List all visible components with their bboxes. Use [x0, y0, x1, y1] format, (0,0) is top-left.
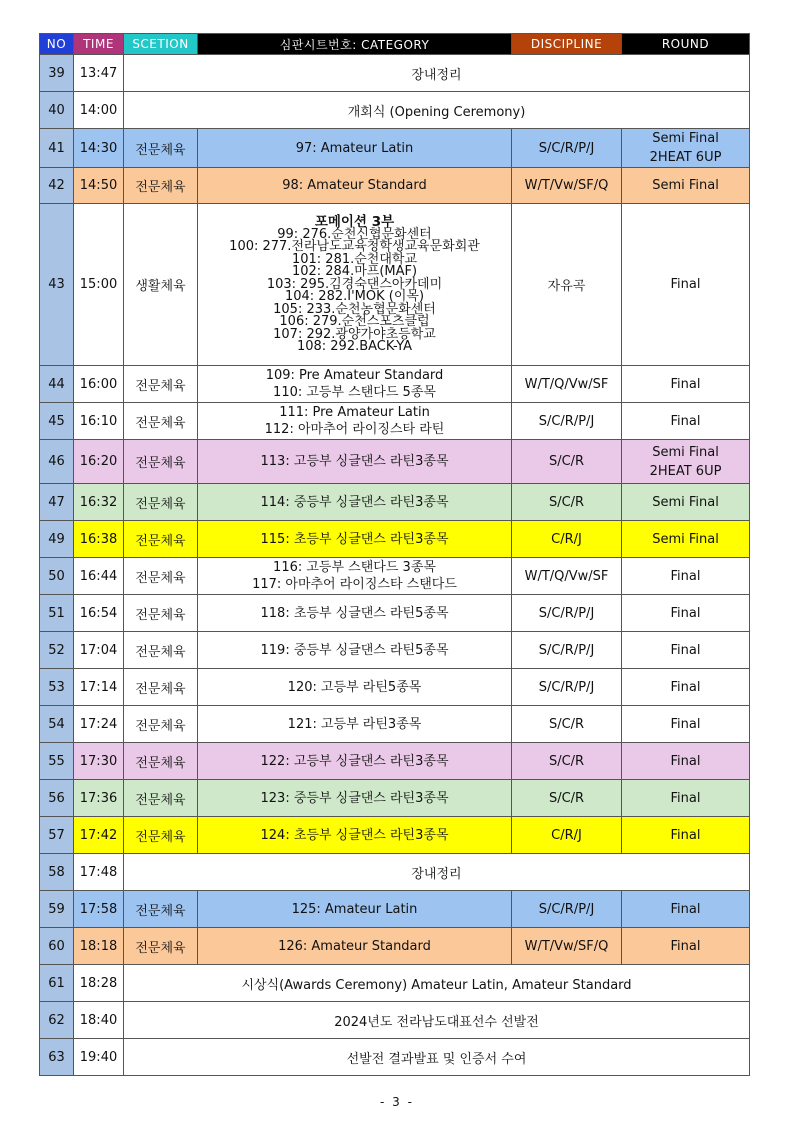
cell-category: [198, 484, 512, 521]
cell-discipline: S/C/R: [512, 743, 622, 780]
cell-line: Semi Final: [652, 131, 719, 146]
table-row: [40, 92, 750, 129]
cell-line: 122: 고등부 싱글댄스 라틴3종목: [260, 753, 449, 769]
table-row: [40, 403, 750, 440]
cell-line: 124: 초등부 싱글댄스 라틴3종목: [260, 827, 449, 843]
cell-line: 116: 고등부 스탠다드 3종목: [273, 560, 436, 575]
cell-line: 107: 292.광양가야초등학교: [273, 326, 436, 342]
cell-line: 120: 고등부 라틴5종목: [287, 679, 422, 695]
cell-line: 109: Pre Amateur Standard: [265, 368, 444, 383]
cell-line: 98: Amateur Standard: [282, 178, 427, 193]
cell-no: 43: [40, 204, 74, 366]
cell-category: [198, 669, 512, 706]
cell-line: 121: 고등부 라틴3종목: [287, 716, 422, 732]
cell-no: 41: [40, 129, 74, 168]
cell-no: 58: [40, 854, 74, 891]
cell-no: 40: [40, 92, 74, 129]
cell-discipline: W/T/Q/Vw/SF: [512, 558, 622, 595]
cell-time: 17:42: [74, 817, 124, 854]
table-row: [40, 965, 750, 1002]
cell-round: [622, 521, 750, 558]
cell-line: 101: 281.순천대학교: [291, 251, 418, 267]
header-discipline: DISCIPLINE: [512, 34, 622, 55]
cell-line: Final: [670, 376, 701, 392]
cell-discipline: S/C/R: [512, 706, 622, 743]
cell-round: [622, 558, 750, 595]
cell-discipline: S/C/R/P/J: [512, 669, 622, 706]
cell-time: 16:38: [74, 521, 124, 558]
cell-no: 56: [40, 780, 74, 817]
cell-line: 115: 초등부 싱글댄스 라틴3종목: [260, 531, 449, 547]
cell-no: 44: [40, 366, 74, 403]
cell-line: 113: 고등부 싱글댄스 라틴3종목: [260, 454, 449, 469]
cell-line: Semi Final: [652, 531, 719, 547]
cell-time: 14:30: [74, 129, 124, 168]
cell-time: 17:24: [74, 706, 124, 743]
table-row: [40, 366, 750, 403]
cell-category: [198, 558, 512, 595]
cell-line: 105: 233.순천농협문화센터: [273, 301, 436, 317]
cell-time: 13:47: [74, 55, 124, 92]
cell-time: 17:48: [74, 854, 124, 891]
cell-line: Final: [670, 642, 701, 658]
cell-section: 전문체육: [124, 366, 198, 403]
cell-line: Final: [670, 938, 701, 954]
table-row: [40, 780, 750, 817]
cell-line: Final: [670, 901, 701, 917]
cell-section: 전문체육: [124, 595, 198, 632]
cell-no: 61: [40, 965, 74, 1002]
table-row: [40, 817, 750, 854]
cell-section: 생활체육: [124, 204, 198, 366]
cell-category: [198, 706, 512, 743]
header-round: ROUND: [622, 34, 750, 55]
cell-section: 전문체육: [124, 891, 198, 928]
cell-round: [622, 891, 750, 928]
cell-discipline: S/C/R: [512, 780, 622, 817]
cell-no: 52: [40, 632, 74, 669]
table-row: [40, 743, 750, 780]
cell-round: [622, 817, 750, 854]
cell-merged: 장내정리: [124, 854, 750, 891]
cell-time: 15:00: [74, 204, 124, 366]
cell-line: Semi Final: [652, 178, 719, 193]
cell-no: 46: [40, 440, 74, 484]
table-row: [40, 55, 750, 92]
table-row: [40, 928, 750, 965]
page-number: - 3 -: [380, 1095, 414, 1109]
cell-line: 112: 아마추어 라이징스타 라틴: [264, 422, 445, 437]
cell-line: 100: 277.전라남도교육청학생교육문화회관: [229, 239, 480, 254]
cell-round: [622, 743, 750, 780]
cell-line: 126: Amateur Standard: [278, 938, 431, 954]
table-row: [40, 168, 750, 204]
table-row: [40, 204, 750, 366]
cell-no: 63: [40, 1039, 74, 1076]
cell-section: 전문체육: [124, 632, 198, 669]
cell-line: Semi Final: [652, 494, 719, 510]
cell-round: [622, 440, 750, 484]
cell-time: 17:30: [74, 743, 124, 780]
cell-discipline: S/C/R: [512, 484, 622, 521]
header-section: SCETION: [124, 34, 198, 55]
table-row: [40, 854, 750, 891]
cell-time: 18:40: [74, 1002, 124, 1039]
schedule-table: [39, 33, 750, 1076]
cell-section: 전문체육: [124, 928, 198, 965]
cell-section: 전문체육: [124, 129, 198, 168]
cell-time: 17:36: [74, 780, 124, 817]
cell-no: 47: [40, 484, 74, 521]
cell-line: Final: [670, 679, 701, 695]
cell-category: [198, 204, 512, 366]
cell-time: 17:14: [74, 669, 124, 706]
cell-discipline: S/C/R/P/J: [512, 632, 622, 669]
cell-category: [198, 632, 512, 669]
cell-line: 104: 282.I'MOK (이목): [284, 289, 425, 304]
cell-section: 전문체육: [124, 403, 198, 440]
cell-section: 전문체육: [124, 484, 198, 521]
cell-line: 123: 중등부 싱글댄스 라틴3종목: [260, 790, 449, 806]
header-row: [40, 34, 750, 55]
cell-merged: 장내정리: [124, 55, 750, 92]
cell-time: 16:54: [74, 595, 124, 632]
cell-discipline: S/C/R/P/J: [512, 129, 622, 168]
cell-discipline: W/T/Vw/SF/Q: [512, 928, 622, 965]
cell-round: [622, 129, 750, 168]
cell-time: 16:44: [74, 558, 124, 595]
cell-section: 전문체육: [124, 817, 198, 854]
cell-round: [622, 928, 750, 965]
cell-discipline: W/T/Q/Vw/SF: [512, 366, 622, 403]
cell-line: 2HEAT 6UP: [649, 150, 722, 165]
cell-time: 17:58: [74, 891, 124, 928]
cell-category: [198, 440, 512, 484]
cell-round: [622, 669, 750, 706]
cell-section: 전문체육: [124, 558, 198, 595]
cell-time: 17:04: [74, 632, 124, 669]
cell-no: 55: [40, 743, 74, 780]
cell-category: [198, 168, 512, 204]
header-no: NO: [40, 34, 74, 55]
cell-category: [198, 403, 512, 440]
cell-discipline: S/C/R/P/J: [512, 595, 622, 632]
cell-round: [622, 168, 750, 204]
cell-time: 16:10: [74, 403, 124, 440]
cell-time: 16:00: [74, 366, 124, 403]
cell-line: Final: [670, 753, 701, 769]
cell-category: [198, 891, 512, 928]
cell-discipline: C/R/J: [512, 817, 622, 854]
cell-line: 103: 295.김경숙댄스아카데미: [266, 276, 443, 292]
table-row: [40, 1002, 750, 1039]
schedule-body: [40, 55, 750, 1076]
cell-line: 111: Pre Amateur Latin: [279, 405, 430, 420]
table-row: [40, 558, 750, 595]
cell-line: 102: 284.마프(MAF): [291, 264, 418, 279]
cell-time: 14:00: [74, 92, 124, 129]
table-row: [40, 1039, 750, 1076]
cell-round: [622, 366, 750, 403]
table-row: [40, 669, 750, 706]
table-row: [40, 521, 750, 558]
cell-line: 119: 중등부 싱글댄스 라틴5종목: [260, 642, 449, 658]
cell-no: 60: [40, 928, 74, 965]
table-row: [40, 129, 750, 168]
cell-no: 62: [40, 1002, 74, 1039]
table-row: [40, 632, 750, 669]
cell-round: [622, 595, 750, 632]
cell-round: [622, 204, 750, 366]
cell-no: 49: [40, 521, 74, 558]
cell-category: [198, 521, 512, 558]
cell-merged: 개회식 (Opening Ceremony): [124, 92, 750, 129]
cell-round: [622, 484, 750, 521]
cell-no: 53: [40, 669, 74, 706]
cell-line: Final: [670, 827, 701, 843]
table-row: [40, 595, 750, 632]
cell-section: 전문체육: [124, 168, 198, 204]
cell-no: 57: [40, 817, 74, 854]
formation-title: 포메이션 3부: [314, 213, 395, 230]
cell-line: Final: [670, 413, 701, 429]
cell-line: 110: 고등부 스탠다드 5종목: [273, 385, 436, 400]
cell-line: 106: 279.순천스포츠클럽: [279, 314, 430, 329]
cell-round: [622, 780, 750, 817]
cell-category: [198, 817, 512, 854]
cell-category: [198, 743, 512, 780]
cell-round: [622, 403, 750, 440]
cell-time: 16:32: [74, 484, 124, 521]
cell-line: 117: 아마추어 라이징스타 스탠다드: [252, 577, 457, 592]
cell-no: 50: [40, 558, 74, 595]
cell-time: 16:20: [74, 440, 124, 484]
cell-discipline: S/C/R/P/J: [512, 891, 622, 928]
table-row: [40, 891, 750, 928]
header-category: 심판시트번호: CATEGORY: [198, 34, 512, 55]
cell-line: Final: [670, 568, 701, 584]
cell-line: 2HEAT 6UP: [649, 463, 722, 479]
cell-line: Final: [670, 790, 701, 806]
cell-line: 118: 초등부 싱글댄스 라틴5종목: [260, 605, 449, 621]
cell-no: 39: [40, 55, 74, 92]
table-row: [40, 484, 750, 521]
cell-line: Final: [670, 716, 701, 732]
cell-discipline: C/R/J: [512, 521, 622, 558]
cell-section: 전문체육: [124, 440, 198, 484]
cell-round: [622, 632, 750, 669]
cell-no: 51: [40, 595, 74, 632]
cell-time: 18:28: [74, 965, 124, 1002]
cell-merged: 선발전 결과발표 및 인증서 수여: [124, 1039, 750, 1076]
cell-no: 45: [40, 403, 74, 440]
header-time: TIME: [74, 34, 124, 55]
cell-discipline: S/C/R: [512, 440, 622, 484]
cell-section: 전문체육: [124, 521, 198, 558]
cell-round: [622, 706, 750, 743]
cell-line: 99: 276.순천신협문화센터: [277, 226, 432, 242]
cell-no: 42: [40, 168, 74, 204]
cell-line: 114: 중등부 싱글댄스 라틴3종목: [260, 494, 449, 510]
cell-time: 19:40: [74, 1039, 124, 1076]
cell-discipline: S/C/R/P/J: [512, 403, 622, 440]
cell-category: [198, 366, 512, 403]
cell-merged: 시상식(Awards Ceremony) Amateur Latin, Amateur Standard: [124, 965, 750, 1002]
cell-category: [198, 780, 512, 817]
cell-section: 전문체육: [124, 706, 198, 743]
cell-section: 전문체육: [124, 669, 198, 706]
cell-line: Final: [670, 277, 701, 292]
cell-line: 97: Amateur Latin: [295, 140, 414, 156]
cell-section: 전문체육: [124, 743, 198, 780]
cell-section: 전문체육: [124, 780, 198, 817]
cell-discipline: W/T/Vw/SF/Q: [512, 168, 622, 204]
cell-no: 59: [40, 891, 74, 928]
cell-line: 125: Amateur Latin: [291, 901, 418, 917]
cell-category: [198, 129, 512, 168]
cell-time: 18:18: [74, 928, 124, 965]
cell-no: 54: [40, 706, 74, 743]
cell-merged: 2024년도 전라남도대표선수 선발전: [124, 1002, 750, 1039]
cell-discipline: 자유곡: [512, 204, 622, 366]
table-row: [40, 440, 750, 484]
cell-category: [198, 595, 512, 632]
table-row: [40, 706, 750, 743]
cell-line: Final: [670, 605, 701, 621]
cell-line: Semi Final: [652, 444, 719, 460]
cell-category: [198, 928, 512, 965]
cell-line: 108: 292.BACK-YA: [296, 339, 413, 354]
cell-time: 14:50: [74, 168, 124, 204]
